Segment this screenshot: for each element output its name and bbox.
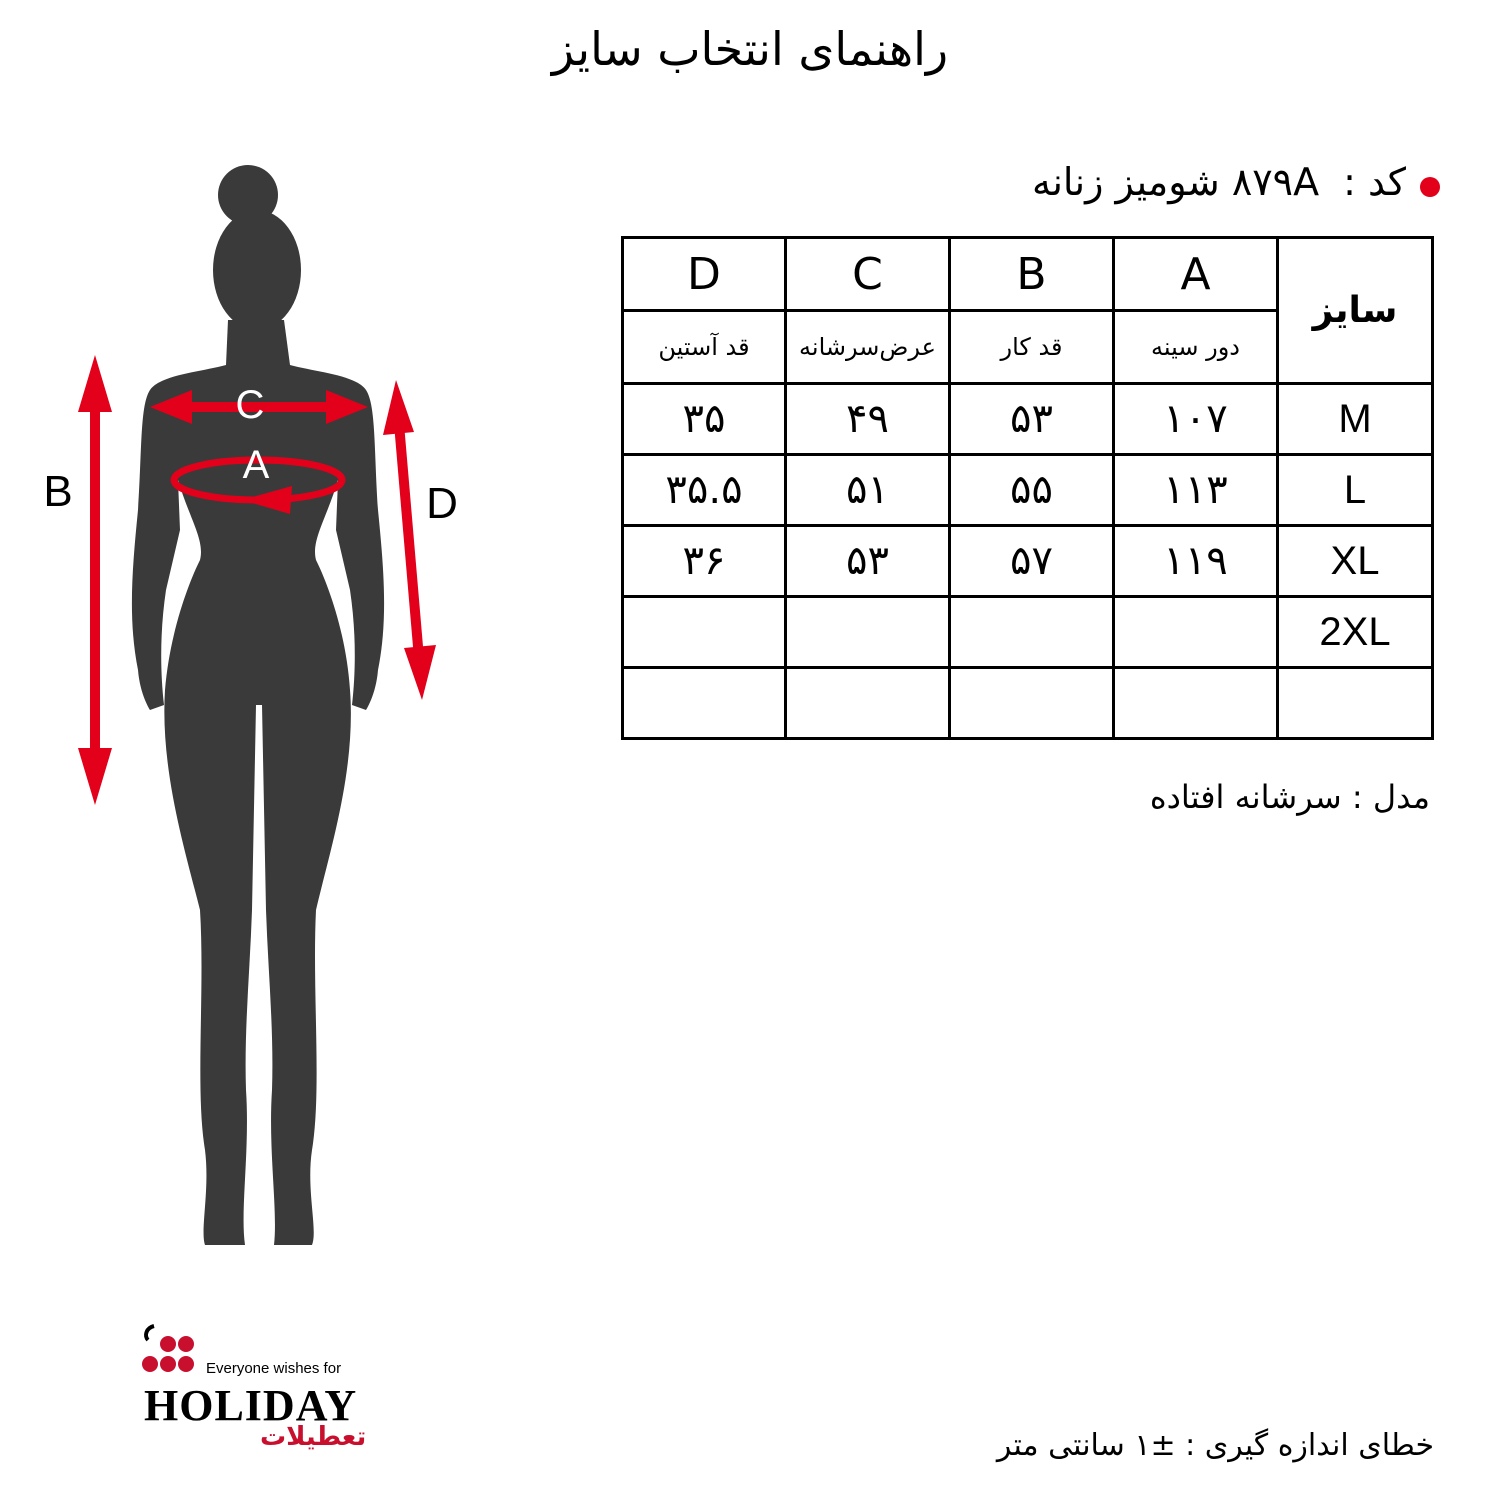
col-letter-d: D [623,238,786,311]
cell-value [950,668,1114,739]
row-size: 2XL [1278,597,1433,668]
product-code [1032,160,1440,204]
cell-value: ۱۱۳ [1114,455,1278,526]
cell-value: ۱۱۹ [1114,526,1278,597]
cell-value: ۵۳ [950,384,1114,455]
label-d: D [426,479,458,528]
label-a: A [242,443,270,487]
col-letter-a: A [1114,238,1278,311]
label-c: C [235,383,265,427]
row-size: M [1278,384,1433,455]
logo-dots-icon [140,1322,204,1378]
code-value: ۸۷۹A شومیز زنانه [1031,160,1320,204]
cell-value: ۴۹ [786,384,950,455]
logo-word: HOLIDAY [144,1381,358,1430]
table-row [623,597,1433,668]
body-silhouette-figure [0,150,560,1270]
col-name-d: قد آستین [623,311,786,384]
table-row [623,384,1433,455]
cell-value: ۵۷ [950,526,1114,597]
cell-value: ۳۵ [623,384,786,455]
code-label: کد : [1343,160,1406,204]
cell-value [623,597,786,668]
cell-value: ۳۶ [623,526,786,597]
bullet-dot-icon [1420,177,1440,197]
col-letter-c: C [786,238,950,311]
row-size [1278,668,1433,739]
cell-value: ۵۳ [786,526,950,597]
col-name-c: عرض‌سرشانه [786,311,950,384]
silhouette-shape [132,165,384,1245]
col-name-b: قد کار [950,311,1114,384]
row-size: L [1278,455,1433,526]
table-row [623,668,1433,739]
holiday-logo [140,1322,380,1452]
cell-value: ۵۱ [786,455,950,526]
cell-value [623,668,786,739]
page-title: راهنمای انتخاب سایز [551,22,949,76]
table-row [623,526,1433,597]
cell-value [950,597,1114,668]
logo-tagline: Everyone wishes for [206,1360,342,1377]
cell-value: ۵۵ [950,455,1114,526]
cell-value [1114,597,1278,668]
cell-value: ۳۵.۵ [623,455,786,526]
row-size: XL [1278,526,1433,597]
cell-value [1114,668,1278,739]
table-row [623,455,1433,526]
cell-value [786,597,950,668]
label-b: B [43,467,73,516]
cell-value: ۱۰۷ [1114,384,1278,455]
header-letter-row [623,238,1433,311]
measurement-error-note: خطای اندازه گیری : ±۱ سانتی متر [996,1428,1434,1463]
model-note: مدل : سرشانه افتاده [1149,778,1430,816]
col-letter-b: B [950,238,1114,311]
col-name-a: دور سینه [1114,311,1278,384]
cell-value [786,668,950,739]
size-table [621,236,1434,740]
size-header: سایز [1278,238,1433,384]
logo-persian: تعطیلات [260,1422,367,1452]
